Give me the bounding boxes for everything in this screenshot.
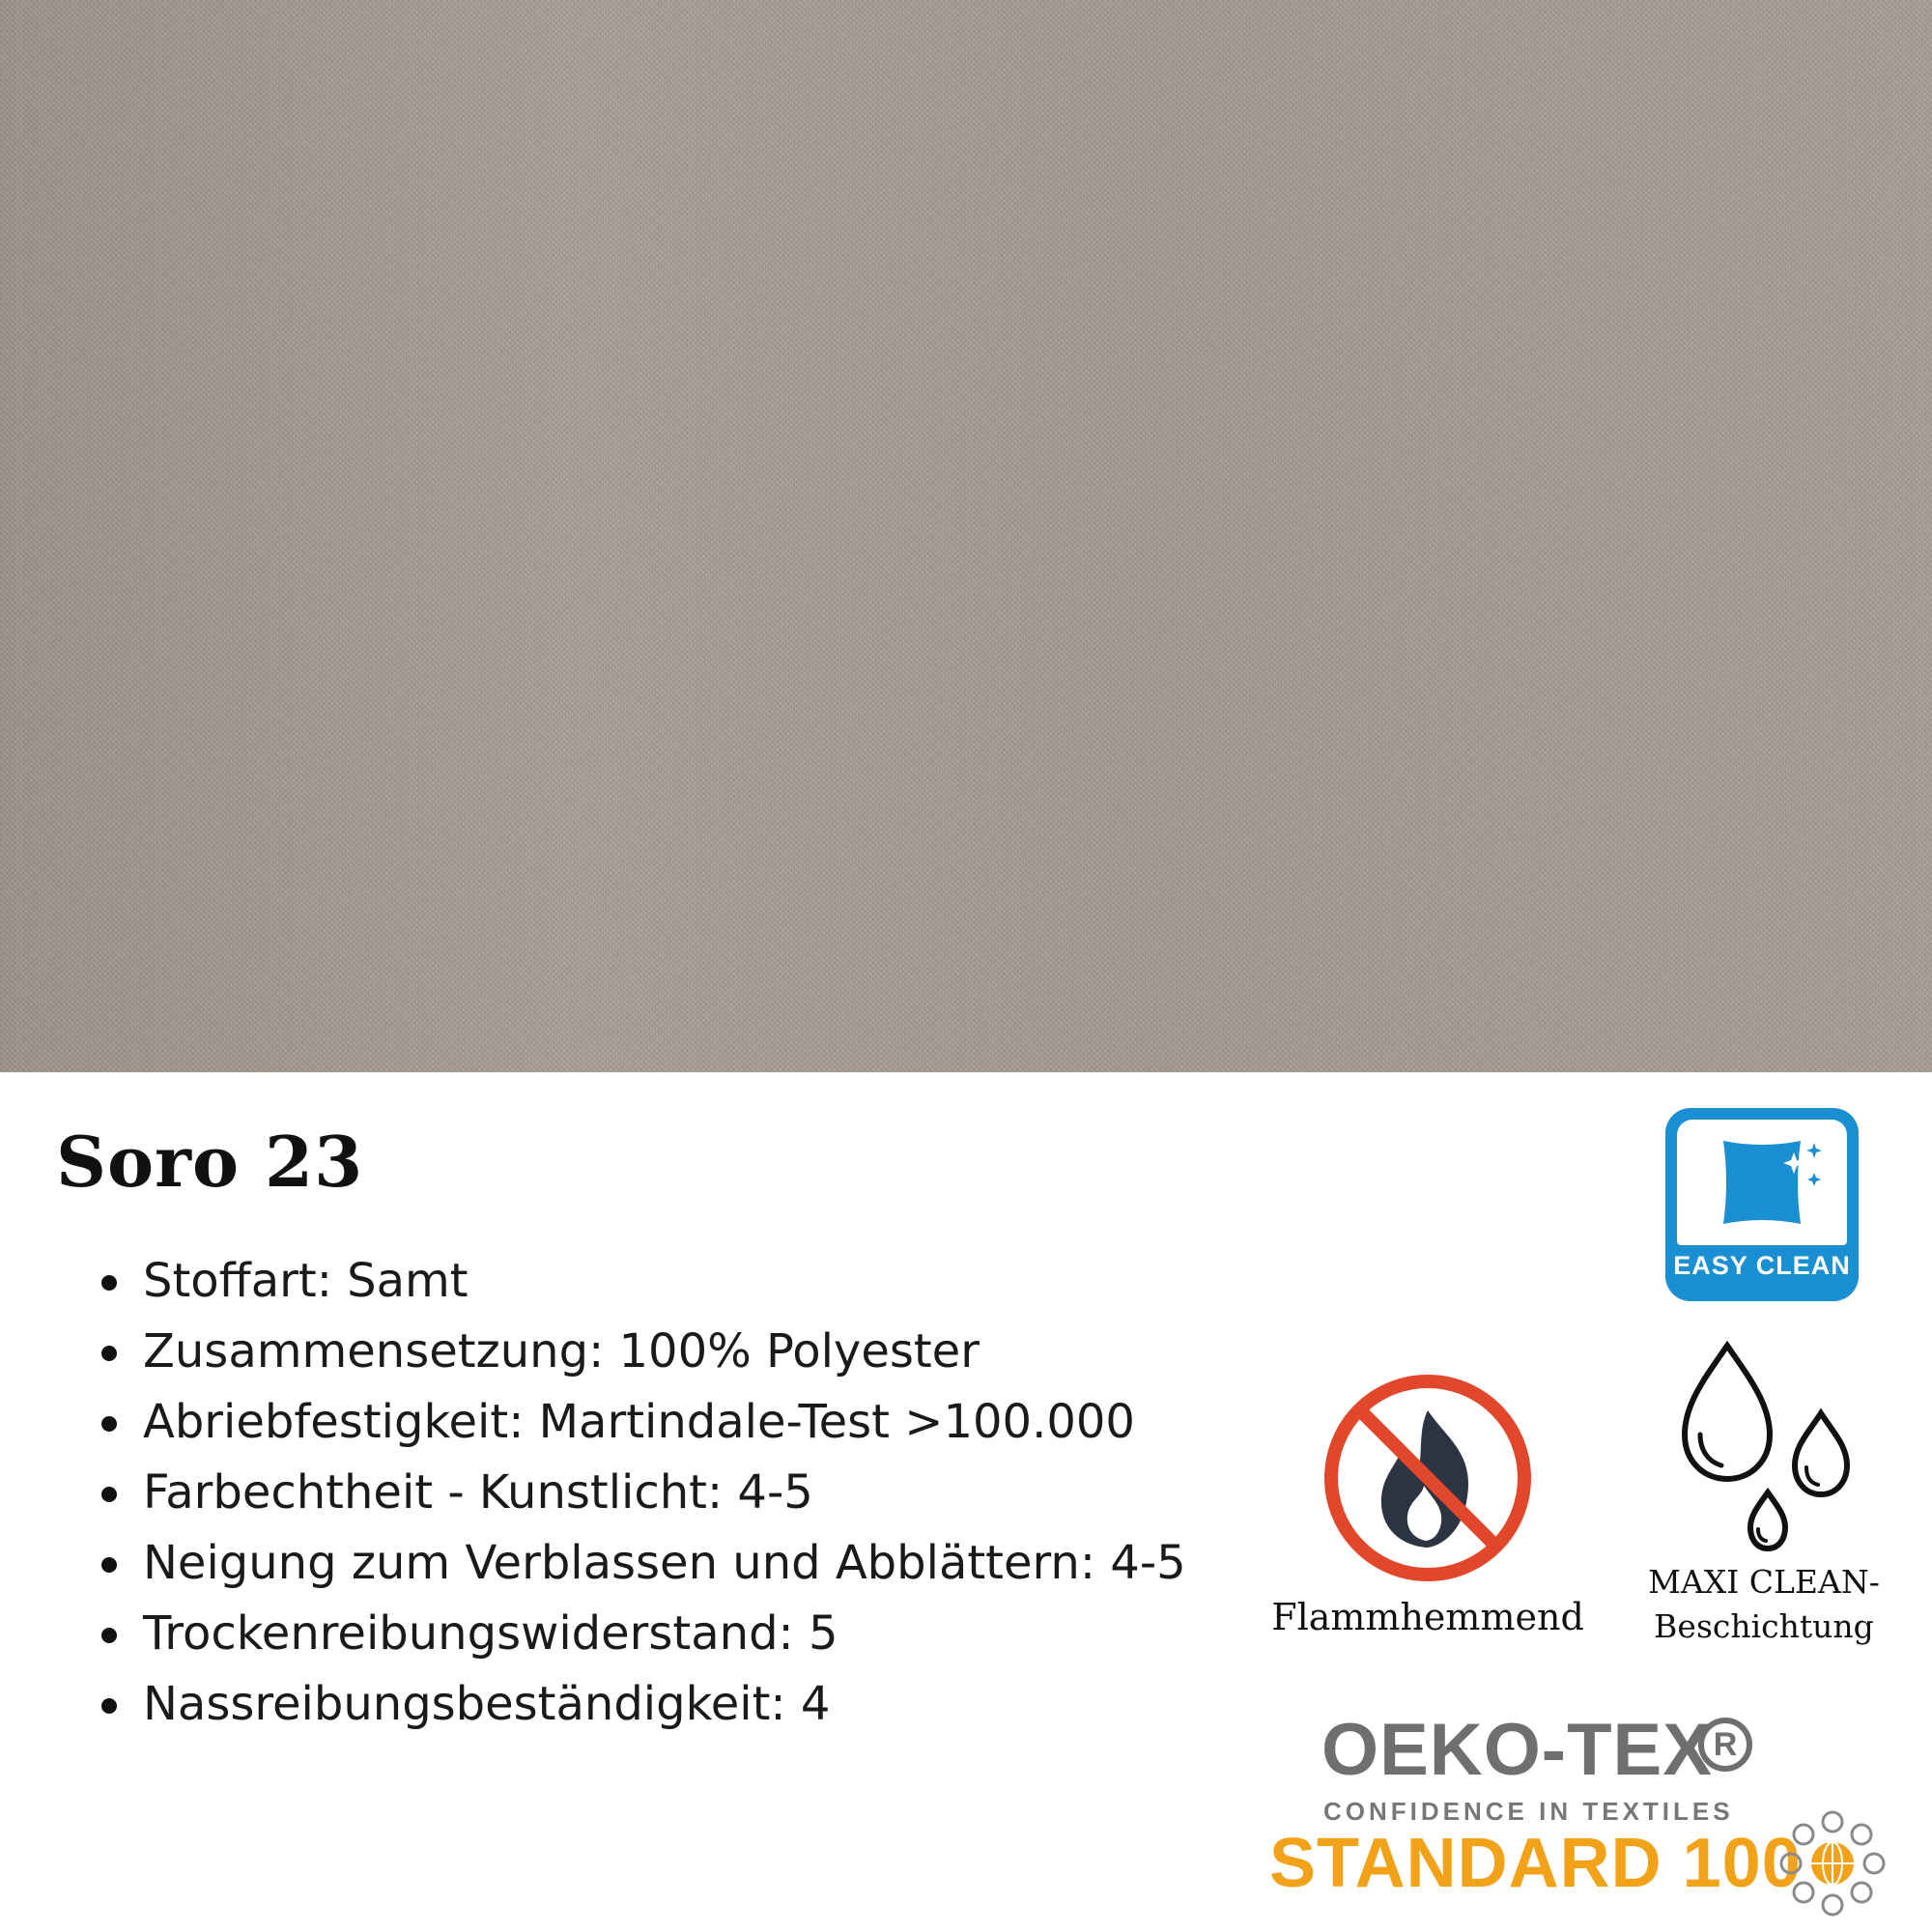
flame-retardant-label: Flammhemmend xyxy=(1271,1596,1584,1638)
water-drops-icon xyxy=(1662,1338,1864,1555)
oeko-tex-logo xyxy=(1265,1708,1893,1916)
spec-item: Trockenreibungswiderstand: 5 xyxy=(97,1599,1256,1669)
pillow-sparkle-icon xyxy=(1677,1120,1847,1245)
oeko-tex-tagline: CONFIDENCE IN TEXTILES xyxy=(1323,1797,1734,1826)
spec-item: Neigung zum Verblassen und Abblättern: 4-5 xyxy=(97,1528,1256,1599)
spec-item: Zusammensetzung: 100% Polyester xyxy=(97,1317,1256,1387)
easy-clean-badge xyxy=(1665,1108,1859,1301)
no-flame-icon xyxy=(1321,1372,1534,1584)
spec-item: Nassreibungsbeständigkeit: 4 xyxy=(97,1669,1256,1740)
easy-clean-label: EASY CLEAN xyxy=(1673,1251,1851,1280)
spec-item: Farbechtheit - Kunstlicht: 4-5 xyxy=(97,1458,1256,1528)
spec-item: Stoffart: Samt xyxy=(97,1246,1256,1317)
spec-item: Abriebfestigkeit: Martindale-Test >100.000 xyxy=(97,1387,1256,1458)
oeko-tex-name: OEKO-TEX xyxy=(1321,1709,1713,1791)
oeko-tex-standard: STANDARD 100 xyxy=(1269,1825,1802,1902)
product-title: Soro 23 xyxy=(56,1121,364,1203)
maxi-clean-label-line2: Beschichtung xyxy=(1654,1607,1874,1645)
spec-list xyxy=(97,1246,1256,1740)
registered-mark: R xyxy=(1698,1718,1752,1772)
maxi-clean-label-line1: MAXI CLEAN- xyxy=(1648,1563,1880,1601)
maxi-clean-label xyxy=(1619,1560,1909,1649)
oeko-flower-icon xyxy=(1770,1801,1895,1926)
